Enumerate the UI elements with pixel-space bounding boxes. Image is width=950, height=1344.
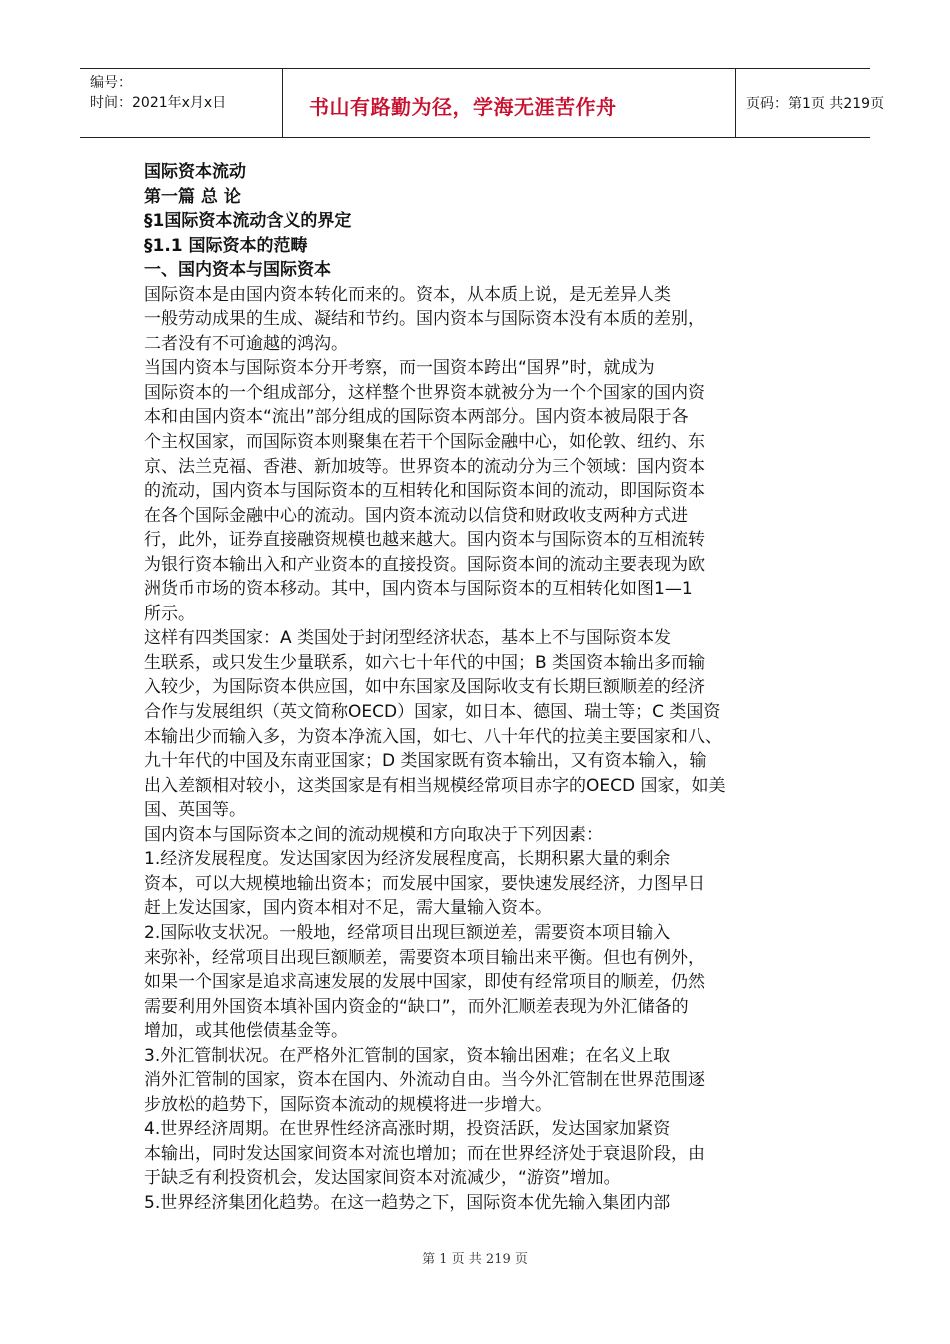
paragraph-line: 入较少，为国际资本供应国，如中东国家及国际收支有长期巨额顺差的经济: [144, 677, 705, 698]
page-code-label: 页码：第1页 共219页: [746, 96, 885, 112]
paragraph-line: 二者没有不可逾越的鸿沟。: [144, 333, 348, 354]
header-page-cell: [736, 69, 885, 137]
paragraph-line: 消外汇管制的国家，资本在国内、外流动自由。当今外汇管制在世界范围逐: [144, 1070, 705, 1091]
paragraph-line: 一般劳动成果的生成、凝结和节约。国内资本与国际资本没有本质的差别，: [144, 309, 705, 330]
paragraph-line: 为银行资本输出入和产业资本的直接投资。国际资本间的流动主要表现为欧: [144, 554, 705, 575]
paragraph-line: 本输出，同时发达国家间资本对流也增加；而在世界经济处于衰退阶段，由: [144, 1143, 705, 1164]
paragraph-line: 这样有四类国家：A 类国处于封闭型经济状态，基本上不与国际资本发: [144, 628, 672, 649]
paragraph-line: 合作与发展组织（英文简称OECD）国家，如日本、德国、瑞士等；C 类国资: [144, 702, 721, 723]
paragraph-line: 在各个国际金融中心的流动。国内资本流动以信贷和财政收支两种方式进: [144, 505, 688, 526]
header-motto-cell: [283, 69, 736, 137]
section-heading: 一、国内资本与国际资本: [144, 260, 331, 281]
paragraph-line: 洲货币市场的资本移动。其中，国内资本与国际资本的互相转化如图1—1: [144, 579, 693, 600]
paragraph-line: 如果一个国家是追求高速发展的发展中国家，即使有经常项目的顺差，仍然: [144, 972, 705, 993]
section-heading: 国际资本流动: [144, 162, 246, 182]
paragraph-line: 1.经济发展程度。发达国家因为经济发展程度高，长期积累大量的剩余: [144, 849, 671, 870]
paragraph-line: 行，此外，证券直接融资规模也越来越大。国内资本与国际资本的互相流转: [144, 530, 705, 551]
motto-text: 书山有路勤为径，学海无涯苦作舟: [309, 95, 617, 119]
paragraph-line: 国际资本的一个组成部分，这样整个世界资本就被分为一个个国家的国内资: [144, 382, 705, 403]
paragraph-line: 当国内资本与国际资本分开考察，而一国资本跨出“国界”时，就成为: [144, 358, 655, 379]
paragraph-line: 2.国际收支状况。一般地，经常项目出现巨额逆差，需要资本项目输入: [144, 922, 671, 943]
paragraph-line: 出入差额相对较小，这类国家是有相当规模经常项目赤字的OECD 国家，如美: [144, 775, 726, 796]
document-date-label: 时间：2021年x月x日: [90, 95, 227, 111]
paragraph-line: 所示。: [144, 603, 195, 624]
paragraph-line: 需要利用外国资本填补国内资金的“缺口”，而外汇顺差表现为外汇储备的: [144, 996, 689, 1017]
paragraph-line: 本输出少而输入多，为资本净流入国，如七、八十年代的拉美主要国家和八、: [144, 726, 722, 747]
paragraph-line: 于缺乏有利投资机会，发达国家间资本对流减少，“游资”增加。: [144, 1168, 621, 1189]
paragraph-line: 赶上发达国家，国内资本相对不足，需大量输入资本。: [144, 898, 552, 919]
page-footer: 第 1 页 共 219 页: [422, 1252, 528, 1267]
section-heading: 第一篇 总 论: [144, 186, 241, 207]
paragraph-line: 国内资本与国际资本之间的流动规模和方向取决于下列因素：: [144, 824, 603, 845]
paragraph-line: 本和由国内资本“流出”部分组成的国际资本两部分。国内资本被局限于各: [144, 407, 689, 428]
section-heading: §1.1 国际资本的范畴: [144, 235, 308, 256]
paragraph-line: 4.世界经济周期。在世界性经济高涨时期，投资活跃，发达国家加紧资: [144, 1119, 671, 1140]
section-heading: §1国际资本流动含义的界定: [144, 211, 352, 232]
paragraph-line: 增加，或其他偿债基金等。: [144, 1021, 348, 1042]
paragraph-line: 国、英国等。: [144, 800, 246, 821]
paragraph-line: 个主权国家，而国际资本则聚集在若干个国际金融中心，如伦敦、纽约、东: [144, 432, 705, 453]
paragraph-line: 国际资本是由国内资本转化而来的。资本，从本质上说，是无差异人类: [144, 284, 671, 305]
header-left-cell: [80, 69, 283, 137]
paragraph-line: 来弥补，经常项目出现巨额顺差，需要资本项目输出来平衡。但也有例外，: [144, 947, 705, 968]
paragraph-line: 5.世界经济集团化趋势。在这一趋势之下，国际资本优先输入集团内部: [144, 1192, 671, 1213]
paragraph-line: 九十年代的中国及东南亚国家；D 类国家既有资本输出，又有资本输入，输: [144, 751, 707, 772]
paragraph-line: 的流动，国内资本与国际资本的互相转化和国际资本间的流动，即国际资本: [144, 481, 705, 502]
document-body: [144, 160, 804, 1216]
paragraph-line: 京、法兰克福、香港、新加坡等。世界资本的流动分为三个领域：国内资本: [144, 456, 705, 477]
paragraph-line: 3.外汇管制状况。在严格外汇管制的国家，资本输出困难；在名义上取: [144, 1045, 671, 1066]
paragraph-line: 资本，可以大规模地输出资本；而发展中国家，要快速发展经济，力图早日: [144, 873, 705, 894]
header-table: [80, 68, 885, 138]
paragraph-line: 生联系，或只发生少量联系，如六七十年代的中国；B 类国资本输出多而输: [144, 652, 706, 673]
paragraph-line: 步放松的趋势下，国际资本流动的规模将进一步增大。: [144, 1094, 552, 1115]
document-number-label: 编号：: [90, 75, 132, 91]
